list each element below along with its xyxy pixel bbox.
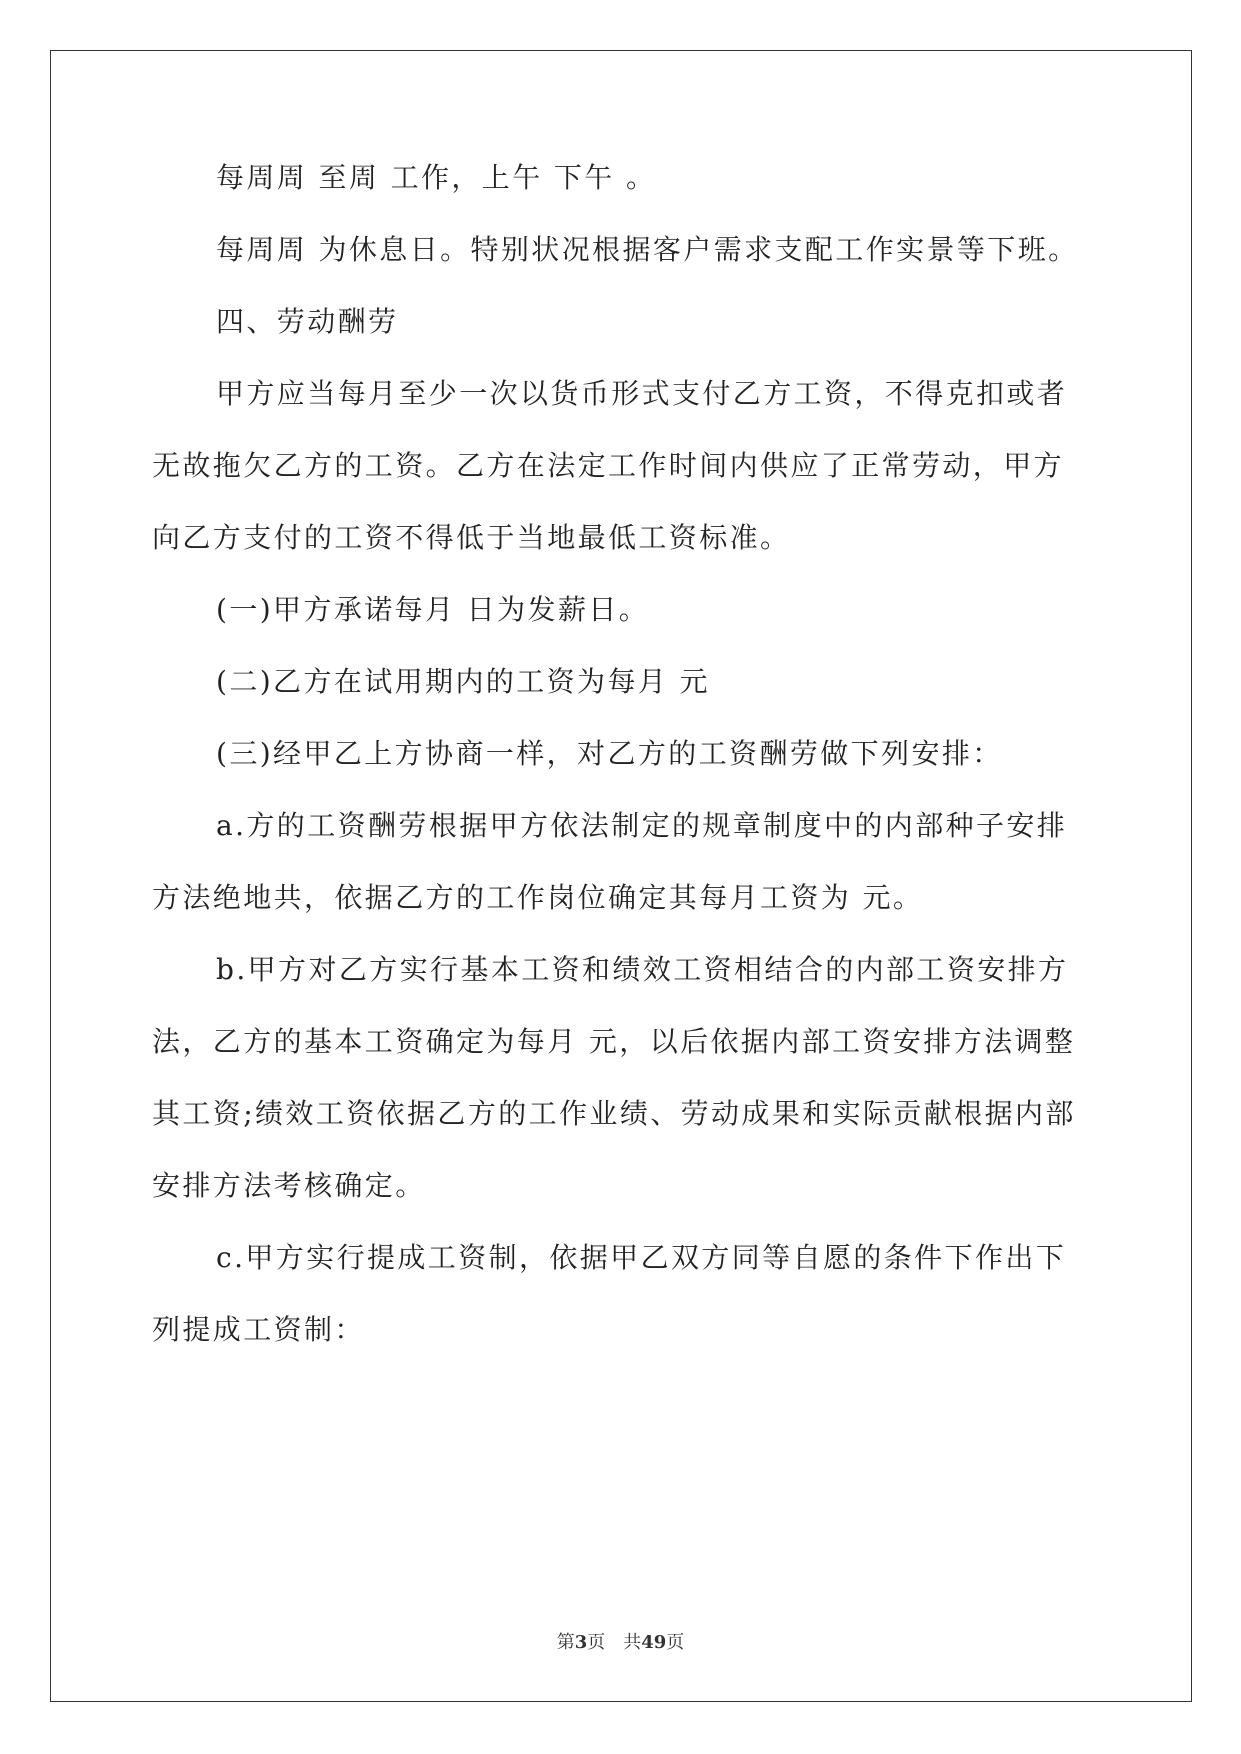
paragraph-line: (三)经甲乙上方协商一样，对乙方的工资酬劳做下列安排： xyxy=(216,737,1003,770)
paragraph-line: c.甲方实行提成工资制，依据甲乙双方同等自愿的条件下作出下 xyxy=(216,1241,1067,1274)
paragraph-line: 甲方应当每月至少一次以货币形式支付乙方工资，不得克扣或者 xyxy=(216,377,1068,410)
total-pages-suffix: 页 xyxy=(666,1632,685,1653)
paragraph-line: 每周周 至周 工作，上午 下午 。 xyxy=(216,161,657,194)
page-border xyxy=(50,50,1192,1702)
total-pages-prefix: 共 xyxy=(623,1632,642,1653)
paragraph-line: 方法绝地共，依据乙方的工作岗位确定其每月工资为 元。 xyxy=(152,881,924,914)
page-number-prefix: 第 xyxy=(556,1632,575,1653)
paragraph-line: 其工资;绩效工资依据乙方的工作业绩、劳动成果和实际贡献根据内部 xyxy=(152,1097,1076,1130)
paragraph-line: 法，乙方的基本工资确定为每月 元，以后依据内部工资安排方法调整 xyxy=(152,1025,1076,1058)
paragraph-line: (一)甲方承诺每月 日为发薪日。 xyxy=(216,593,650,626)
paragraph-line: 安排方法考核确定。 xyxy=(152,1169,426,1202)
paragraph-line: 无故拖欠乙方的工资。乙方在法定工作时间内供应了正常劳动，甲方 xyxy=(152,449,1065,482)
total-pages: 49 xyxy=(641,1632,667,1653)
page-number: 3 xyxy=(574,1632,588,1653)
paragraph-line: 列提成工资制： xyxy=(152,1313,365,1346)
paragraph-line: 每周周 为休息日。特别状况根据客户需求支配工作实景等下班。 xyxy=(216,233,1079,266)
paragraph-line: (二)乙方在试用期内的工资为每月 元 xyxy=(216,665,710,698)
paragraph-line: 向乙方支付的工资不得低于当地最低工资标准。 xyxy=(152,521,791,554)
paragraph-line: b.甲方对乙方实行基本工资和绩效工资相结合的内部工资安排方 xyxy=(216,953,1069,986)
section-heading: 四、劳动酬劳 xyxy=(216,305,399,338)
page-number-suffix: 页 xyxy=(587,1632,606,1653)
paragraph-line: a.方的工资酬劳根据甲方依法制定的规章制度中的内部种子安排 xyxy=(216,809,1068,842)
page-footer xyxy=(0,1628,1241,1654)
